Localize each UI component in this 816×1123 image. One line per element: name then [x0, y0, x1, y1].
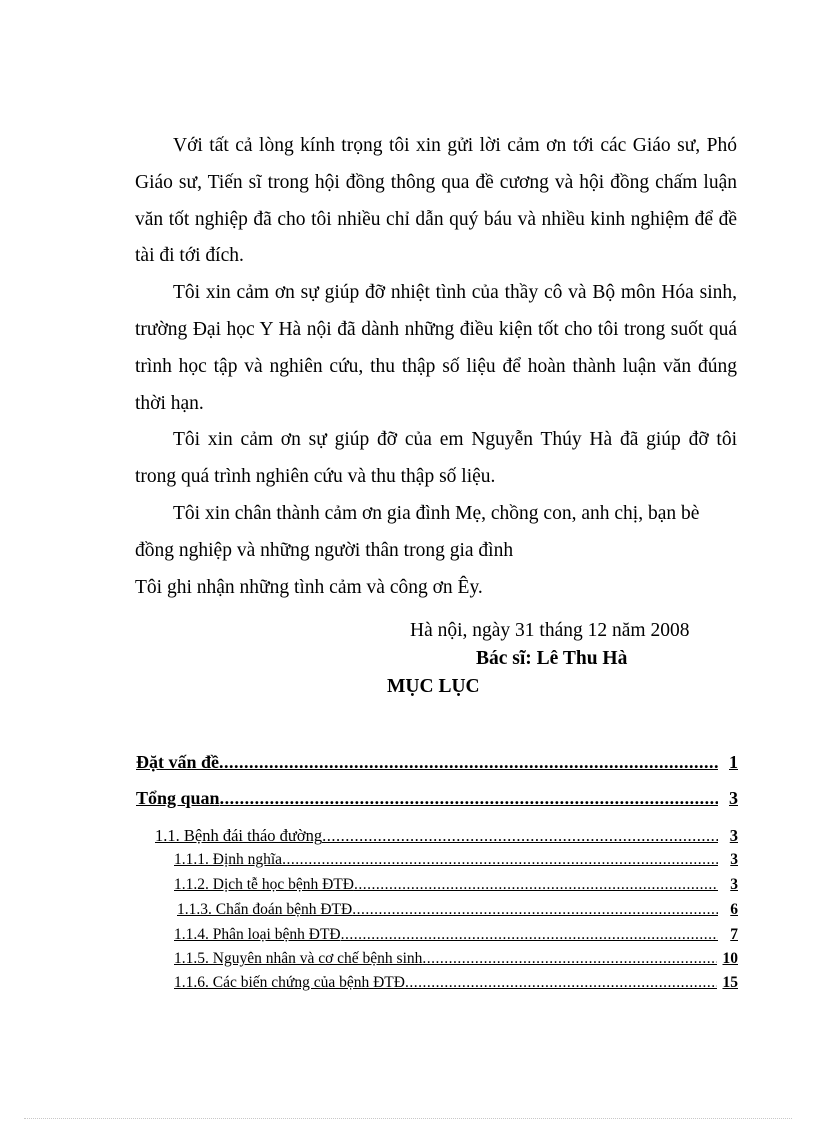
toc-entry-page: 3	[729, 788, 738, 808]
toc-entry-label: 1.1.2. Dịch tễ học bệnh ĐTĐ	[174, 876, 354, 893]
toc-entry[interactable]	[177, 901, 738, 919]
toc-entry-label: 1.1.4. Phân loại bệnh ĐTĐ	[174, 926, 341, 943]
toc-leader-dots	[422, 950, 716, 968]
toc-entry-page: 3	[730, 851, 738, 868]
toc-entry-label: Đặt vấn đề	[136, 752, 220, 772]
toc-leader-dots	[220, 788, 718, 809]
toc-entry-page: 6	[730, 901, 738, 918]
toc-entry[interactable]	[174, 876, 738, 894]
toc-entry[interactable]	[155, 826, 738, 846]
toc-entry-page: 1	[729, 752, 738, 772]
acknowledgement-section	[135, 128, 737, 606]
toc-leader-dots	[352, 901, 718, 919]
acknowledgement-paragraph: Tôi xin cảm ơn sự giúp đỡ nhiệt tình của thầy cô và Bộ môn Hóa sinh, trường Đại học Y Hà nội đã dành những điều kiện tốt cho tôi trong suốt quá trình học tập và nghiên cứu, thu thập số liệu để hoàn thành luận văn đúng thời hạn.	[135, 282, 737, 414]
toc-entry-label: 1.1.5. Nguyên nhân và cơ chế bệnh sinh	[174, 950, 423, 967]
toc-entry-page: 15	[722, 974, 738, 991]
acknowledgement-paragraph: Tôi xin cảm ơn sự giúp đỡ của em Nguyễn Thúy Hà đã giúp đỡ tôi trong quá trình nghiên cứu và thu thập số liệu.	[135, 429, 737, 488]
toc-leader-dots	[282, 851, 718, 869]
toc-entry[interactable]	[136, 788, 738, 809]
toc-entry-label: Tổng quan	[136, 788, 220, 808]
toc-entry-page: 10	[722, 950, 738, 967]
toc-entry[interactable]	[174, 974, 738, 992]
toc-leader-dots	[354, 876, 718, 894]
date-line: Hà nội, ngày 31 tháng 12 năm 2008	[410, 620, 690, 641]
toc-entry[interactable]	[174, 950, 738, 968]
toc-entry-label: 1.1. Bệnh đái tháo đường	[155, 826, 323, 845]
toc-leader-dots	[219, 752, 718, 773]
toc-entry[interactable]	[174, 851, 738, 869]
page-bottom-border	[24, 1118, 792, 1119]
toc-entry-label: 1.1.6. Các biến chứng của bệnh ĐTĐ	[174, 974, 405, 991]
toc-entry-label: 1.1.3. Chẩn đoán bệnh ĐTĐ	[177, 901, 353, 918]
toc-entry-page: 3	[730, 876, 738, 893]
toc-entry[interactable]	[136, 752, 738, 773]
acknowledgement-paragraph: Tôi xin chân thành cảm ơn gia đình Mẹ, chồng con, anh chị, bạn bè đồng nghiệp và những người thân trong gia đình	[135, 502, 700, 561]
acknowledgement-paragraph: Với tất cả lòng kính trọng tôi xin gửi lời cảm ơn tới các Giáo sư, Phó Giáo sư, Tiến sĩ trong hội đồng thông qua đề cương và hội đồng chấm luận văn tốt nghiệp đã cho tôi nhiều chỉ dẫn quý báu và nhiều kinh nghiệm để đề tài đi tới đích.	[135, 135, 737, 267]
toc-title: MỤC LỤC	[387, 676, 480, 697]
toc-leader-dots	[405, 974, 717, 992]
toc-entry-page: 3	[729, 826, 738, 845]
toc-entry-label: 1.1.1. Định nghĩa	[174, 851, 283, 868]
signature: Bác sĩ: Lê Thu Hà	[476, 648, 628, 669]
toc-leader-dots	[341, 926, 718, 944]
toc-entry-page: 7	[730, 926, 738, 943]
toc-leader-dots	[322, 826, 718, 846]
closing-line: Tôi ghi nhận những tình cảm và công ơn Êy.	[135, 576, 483, 598]
toc-entry[interactable]	[174, 926, 738, 944]
